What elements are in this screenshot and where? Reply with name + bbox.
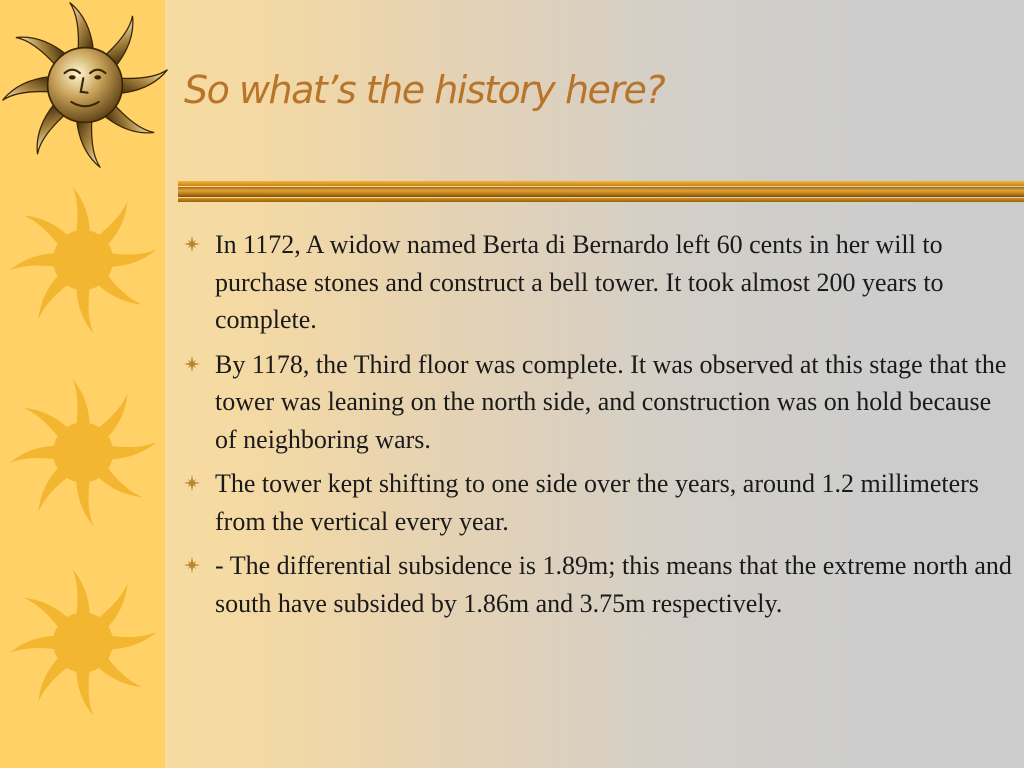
divider-band [178, 187, 1024, 197]
bullet-item [183, 346, 1013, 459]
star-bullet-icon [183, 556, 201, 574]
star-bullet-icon [183, 355, 201, 373]
sun-icon [8, 370, 158, 535]
sun-face-icon [0, 0, 170, 170]
sun-icon [8, 555, 158, 730]
star-bullet-icon [183, 474, 201, 492]
star-bullet-icon [183, 235, 201, 253]
bullet-list [183, 226, 1013, 629]
divider-band [178, 181, 1024, 186]
bullet-text: The tower kept shifting to one side over the years, around 1.2 millimeters from the vertical every year. [215, 469, 979, 536]
bullet-text: - The differential subsidence is 1.89m; this means that the extreme north and south have subsided by 1.86m and 3.75m respectively. [215, 551, 1012, 618]
bullet-item [183, 226, 1013, 339]
bullet-item [183, 547, 1013, 622]
decorative-side-strip [0, 0, 165, 768]
title-divider [178, 181, 1024, 203]
bullet-item [183, 465, 1013, 540]
bullet-text: By 1178, the Third floor was complete. It was observed at this stage that the tower was leaning on the north side, and construction was on hold because of neighboring wars. [215, 349, 1007, 454]
bullet-text: In 1172, A widow named Berta di Bernardo left 60 cents in her will to purchase stones and construct a bell tower. It took almost 200 years to complete. [215, 230, 944, 334]
sun-icon [8, 180, 158, 340]
divider-band [178, 198, 1024, 202]
slide-title: So what’s the history here? [184, 68, 665, 112]
